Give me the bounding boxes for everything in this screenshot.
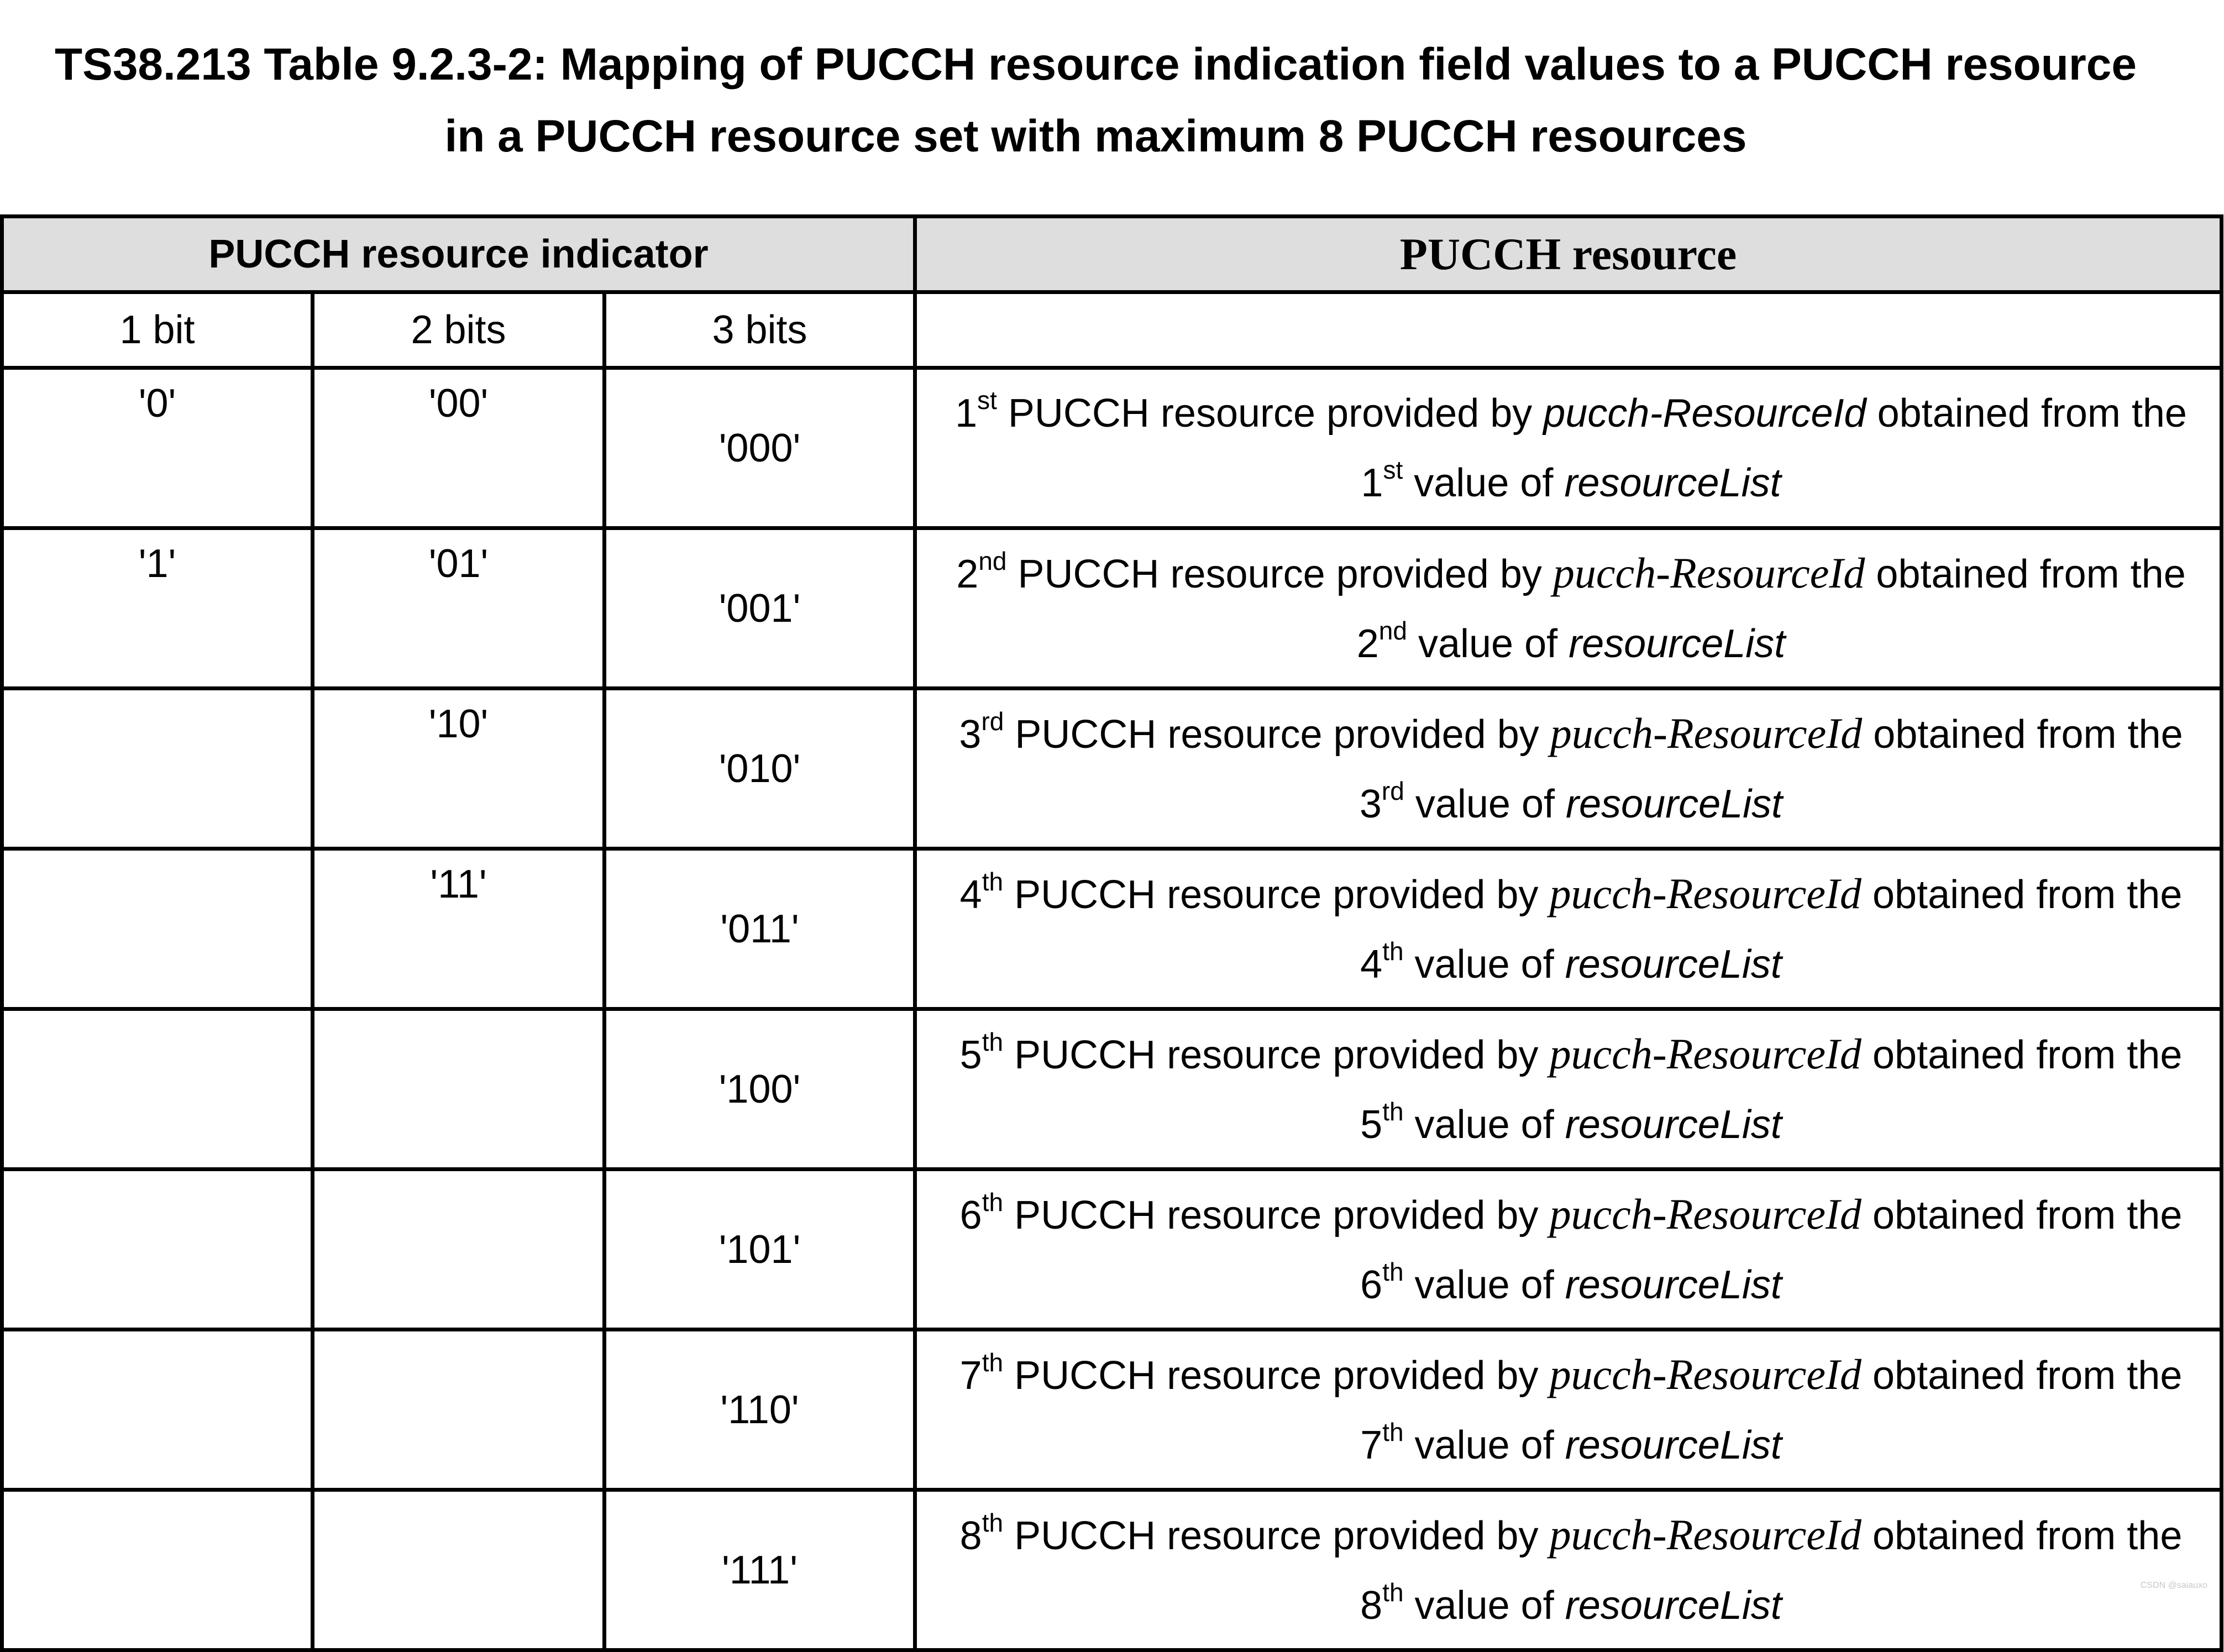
subheader-3-bits: 3 bits bbox=[605, 292, 915, 368]
ordinal-suffix: th bbox=[982, 1508, 1004, 1537]
provided-text: PUCCH resource provided by bbox=[1003, 872, 1550, 917]
ordinal-number: 4 bbox=[1360, 942, 1383, 987]
resource-line-2 bbox=[922, 609, 2220, 679]
value-of-text: value of bbox=[1407, 621, 1569, 666]
ordinal-number: 4 bbox=[959, 872, 982, 917]
cell-1-bit: '1' bbox=[2, 528, 313, 689]
resource-line-2 bbox=[922, 1571, 2220, 1640]
ordinal bbox=[1360, 1577, 1404, 1628]
ordinal-number: 5 bbox=[959, 1032, 982, 1077]
cell-pucch-resource bbox=[915, 1330, 2222, 1490]
watermark: CSDN @saiauxo bbox=[2140, 1581, 2207, 1590]
provided-text: PUCCH resource provided by bbox=[1003, 1353, 1550, 1398]
ordinal-suffix: th bbox=[1382, 1577, 1404, 1607]
page-title bbox=[0, 29, 2191, 172]
obtained-text: obtained from the bbox=[1865, 552, 2186, 596]
table-row bbox=[2, 1169, 2222, 1330]
ordinal bbox=[1360, 936, 1404, 987]
list-name: resourceList bbox=[1565, 1262, 1782, 1307]
ordinal bbox=[1360, 1417, 1404, 1467]
param-name: pucch-ResourceId bbox=[1552, 548, 1865, 597]
resource-line-1 bbox=[922, 1500, 2220, 1571]
list-name: resourceList bbox=[1566, 782, 1783, 826]
provided-text: PUCCH resource provided by bbox=[1003, 1193, 1550, 1237]
ordinal-number: 5 bbox=[1360, 1102, 1383, 1147]
cell-3-bits: '011' bbox=[605, 849, 915, 1009]
ordinal bbox=[959, 1508, 1004, 1558]
ordinal bbox=[956, 546, 1007, 596]
cell-pucch-resource bbox=[915, 1169, 2222, 1330]
cell-1-bit bbox=[2, 849, 313, 1009]
cell-1-bit: '0' bbox=[2, 368, 313, 528]
table-row bbox=[2, 849, 2222, 1009]
ordinal bbox=[955, 385, 997, 436]
param-name: pucch-ResourceId bbox=[1550, 709, 1863, 757]
cell-2-bits: '10' bbox=[313, 689, 605, 849]
cell-2-bits: '00' bbox=[313, 368, 605, 528]
table-row bbox=[2, 1330, 2222, 1490]
param-name: pucch-ResourceId bbox=[1549, 1350, 1861, 1398]
ordinal-number: 3 bbox=[1359, 782, 1382, 826]
ordinal-number: 6 bbox=[1360, 1262, 1383, 1307]
resource-line-2 bbox=[922, 448, 2220, 518]
cell-1-bit bbox=[2, 1169, 313, 1330]
cell-2-bits bbox=[313, 1009, 605, 1169]
value-of-text: value of bbox=[1403, 942, 1565, 987]
value-of-text: value of bbox=[1404, 782, 1566, 826]
cell-1-bit bbox=[2, 1330, 313, 1490]
obtained-text: obtained from the bbox=[1862, 712, 2183, 757]
obtained-text: obtained from the bbox=[1861, 1353, 2183, 1398]
cell-1-bit bbox=[2, 1009, 313, 1169]
param-name: pucch-ResourceId bbox=[1549, 1189, 1861, 1238]
ordinal-suffix: nd bbox=[1378, 616, 1407, 645]
ordinal bbox=[959, 867, 1004, 917]
ordinal-suffix: th bbox=[1382, 936, 1404, 966]
ordinal bbox=[1361, 455, 1403, 505]
ordinal bbox=[959, 1187, 1004, 1237]
resource-line-1 bbox=[922, 1340, 2220, 1410]
ordinal-number: 1 bbox=[1361, 460, 1383, 505]
ordinal bbox=[1356, 616, 1407, 666]
cell-pucch-resource bbox=[915, 849, 2222, 1009]
value-of-text: value of bbox=[1403, 1102, 1565, 1147]
table-subheader-row bbox=[2, 292, 2222, 368]
provided-text: PUCCH resource provided by bbox=[1004, 712, 1550, 757]
resource-line-2 bbox=[922, 930, 2220, 999]
ordinal-suffix: th bbox=[982, 1347, 1004, 1377]
title-line-1: TS38.213 Table 9.2.3-2: Mapping of PUCCH resource indication field values to a PUCCH resource bbox=[55, 39, 2137, 90]
ordinal-suffix: st bbox=[977, 385, 997, 415]
table-row bbox=[2, 1009, 2222, 1169]
ordinal-suffix: rd bbox=[981, 706, 1004, 736]
list-name: resourceList bbox=[1565, 1583, 1782, 1628]
table-row bbox=[2, 528, 2222, 689]
provided-text: PUCCH resource provided by bbox=[1006, 552, 1553, 596]
ordinal bbox=[1359, 776, 1404, 826]
cell-pucch-resource bbox=[915, 1490, 2222, 1650]
ordinal-number: 2 bbox=[1356, 621, 1379, 666]
param-name: pucch-ResourceId bbox=[1549, 1029, 1861, 1078]
table-row bbox=[2, 368, 2222, 528]
cell-3-bits: '100' bbox=[605, 1009, 915, 1169]
resource-header: PUCCH resource bbox=[915, 217, 2222, 292]
ordinal-suffix: th bbox=[982, 867, 1004, 896]
cell-1-bit bbox=[2, 1490, 313, 1650]
ordinal-suffix: th bbox=[1382, 1257, 1404, 1286]
resource-line-1 bbox=[922, 379, 2220, 448]
subheader-2-bits: 2 bits bbox=[313, 292, 605, 368]
ordinal-suffix: th bbox=[982, 1027, 1004, 1056]
list-name: resourceList bbox=[1565, 1102, 1782, 1147]
ordinal-number: 7 bbox=[1360, 1423, 1383, 1467]
obtained-text: obtained from the bbox=[1861, 1513, 2183, 1558]
cell-1-bit bbox=[2, 689, 313, 849]
value-of-text: value of bbox=[1403, 1262, 1565, 1307]
ordinal bbox=[959, 706, 1004, 757]
resource-line-1 bbox=[922, 538, 2220, 609]
title-line-2: in a PUCCH resource set with maximum 8 PUCCH resources bbox=[444, 111, 1747, 161]
provided-text: PUCCH resource provided by bbox=[1003, 1032, 1550, 1077]
ordinal bbox=[959, 1347, 1004, 1398]
provided-text: PUCCH resource provided by bbox=[1003, 1513, 1550, 1558]
provided-text: PUCCH resource provided by bbox=[996, 391, 1544, 436]
cell-2-bits: '11' bbox=[313, 849, 605, 1009]
obtained-text: obtained from the bbox=[1861, 1193, 2183, 1237]
ordinal-suffix: rd bbox=[1381, 776, 1404, 805]
obtained-text: obtained from the bbox=[1861, 872, 2183, 917]
ordinal-suffix: th bbox=[982, 1187, 1004, 1216]
cell-pucch-resource bbox=[915, 1009, 2222, 1169]
param-name: pucch-ResourceId bbox=[1549, 1510, 1861, 1559]
pucch-resource-table bbox=[0, 214, 2223, 1652]
cell-3-bits: '000' bbox=[605, 368, 915, 528]
value-of-text: value of bbox=[1403, 460, 1565, 505]
param-name: pucch-ResourceId bbox=[1543, 391, 1866, 436]
indicator-header: PUCCH resource indicator bbox=[2, 217, 915, 292]
value-of-text: value of bbox=[1403, 1423, 1565, 1467]
cell-3-bits: '101' bbox=[605, 1169, 915, 1330]
ordinal-number: 2 bbox=[956, 552, 979, 596]
resource-line-2 bbox=[922, 1090, 2220, 1160]
obtained-text: obtained from the bbox=[1861, 1032, 2183, 1077]
ordinal-number: 1 bbox=[955, 391, 978, 436]
cell-pucch-resource bbox=[915, 528, 2222, 689]
resource-line-1 bbox=[922, 699, 2220, 769]
ordinal-number: 6 bbox=[959, 1193, 982, 1237]
ordinal-suffix: th bbox=[1382, 1417, 1404, 1446]
cell-3-bits: '010' bbox=[605, 689, 915, 849]
cell-3-bits: '001' bbox=[605, 528, 915, 689]
ordinal-number: 7 bbox=[959, 1353, 982, 1398]
obtained-text: obtained from the bbox=[1866, 391, 2187, 436]
list-name: resourceList bbox=[1565, 1423, 1782, 1467]
subheader-1-bit: 1 bit bbox=[2, 292, 313, 368]
ordinal-suffix: st bbox=[1383, 455, 1403, 484]
resource-line-1 bbox=[922, 1179, 2220, 1250]
list-name: resourceList bbox=[1564, 460, 1781, 505]
param-name: pucch-ResourceId bbox=[1549, 869, 1861, 917]
value-of-text: value of bbox=[1403, 1583, 1565, 1628]
ordinal-suffix: th bbox=[1382, 1097, 1404, 1126]
cell-2-bits bbox=[313, 1169, 605, 1330]
ordinal-number: 3 bbox=[959, 712, 982, 757]
table-row bbox=[2, 1490, 2222, 1650]
list-name: resourceList bbox=[1569, 621, 1786, 666]
ordinal bbox=[1360, 1097, 1404, 1147]
ordinal-number: 8 bbox=[1360, 1583, 1383, 1628]
ordinal-suffix: nd bbox=[978, 546, 1007, 575]
ordinal bbox=[959, 1027, 1004, 1077]
resource-line-2 bbox=[922, 769, 2220, 839]
subheader-resource-empty bbox=[915, 292, 2222, 368]
ordinal-number: 8 bbox=[959, 1513, 982, 1558]
table-header-row bbox=[2, 217, 2222, 292]
cell-pucch-resource bbox=[915, 689, 2222, 849]
list-name: resourceList bbox=[1565, 942, 1782, 987]
resource-line-2 bbox=[922, 1250, 2220, 1320]
table-row bbox=[2, 689, 2222, 849]
ordinal bbox=[1360, 1257, 1404, 1307]
cell-2-bits: '01' bbox=[313, 528, 605, 689]
table-body bbox=[2, 368, 2222, 1650]
resource-line-1 bbox=[922, 1019, 2220, 1090]
cell-2-bits bbox=[313, 1490, 605, 1650]
resource-line-2 bbox=[922, 1410, 2220, 1480]
resource-line-1 bbox=[922, 859, 2220, 930]
cell-3-bits: '110' bbox=[605, 1330, 915, 1490]
cell-pucch-resource bbox=[915, 368, 2222, 528]
cell-2-bits bbox=[313, 1330, 605, 1490]
cell-3-bits: '111' bbox=[605, 1490, 915, 1650]
